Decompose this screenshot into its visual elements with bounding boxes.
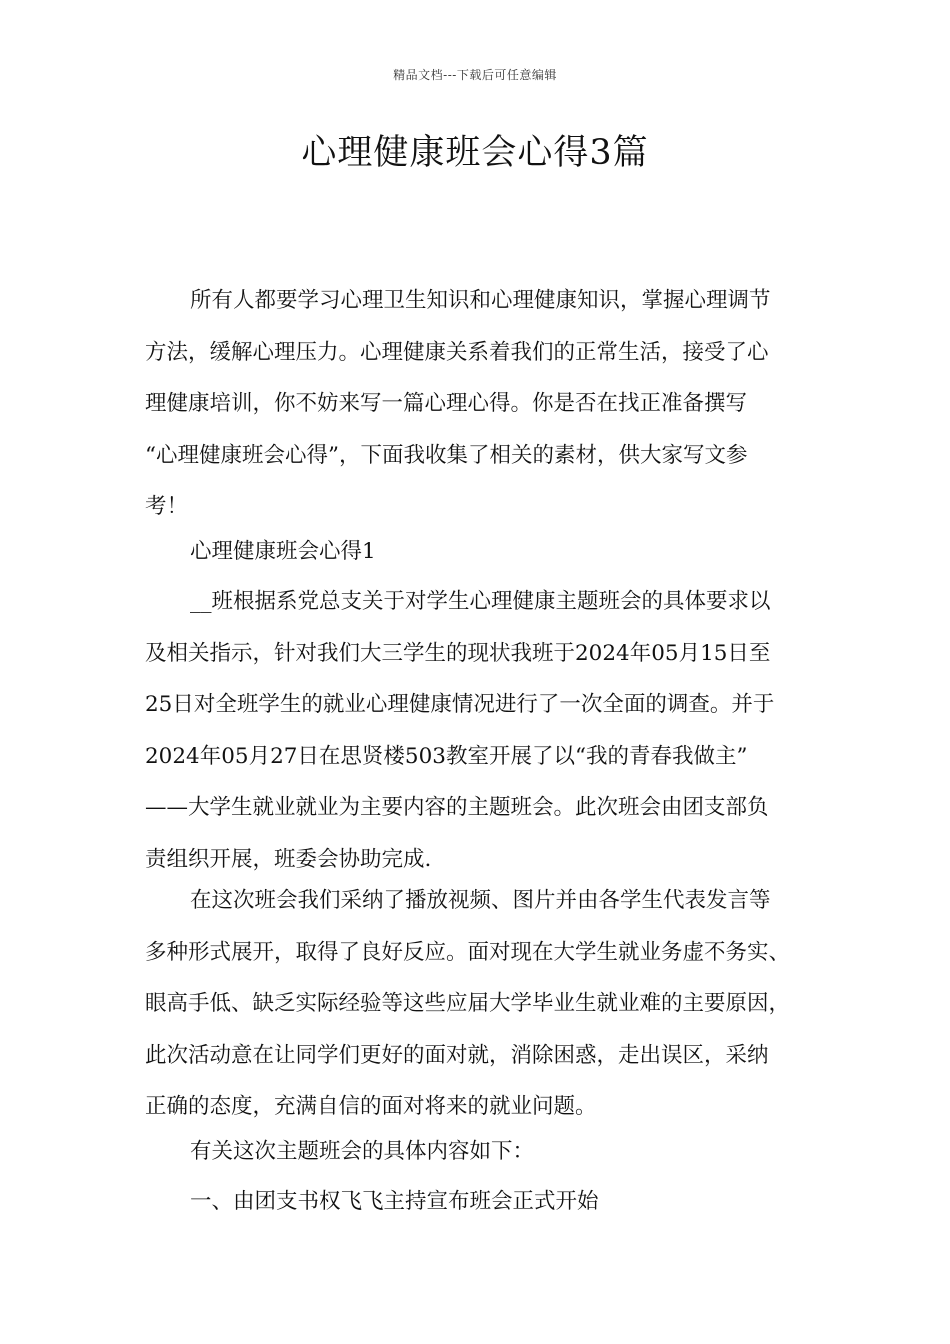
text-line: 及相关指示，针对我们大三学生的现状我班于2024年05月15日至 (145, 640, 771, 666)
text-line: 25日对全班学生的就业心理健康情况进行了一次全面的调查。并于 (145, 692, 775, 717)
body-paragraph (145, 576, 835, 885)
document-title: 心理健康班会心得3篇 (301, 133, 649, 173)
text-line: 2024年05月27日在思贤楼503教室开展了以“我的青春我做主” (145, 743, 748, 769)
text-line: 心理健康班会心得1 (190, 539, 376, 564)
text-line: 考！ (145, 494, 189, 519)
text-line: 多种形式展开，取得了良好反应。面对现在大学生就业务虚不务实、 (145, 939, 791, 965)
text-line: __班根据系党总支关于对学生心理健康主题班会的具体要求以 (190, 589, 771, 614)
list-item (145, 1176, 835, 1228)
text-line: 所有人都要学习心理卫生知识和心理健康知识，掌握心理调节 (190, 288, 771, 313)
body-paragraph (145, 1126, 835, 1178)
text-line: 在这次班会我们采纳了播放视频、图片并由各学生代表发言等 (190, 888, 771, 913)
text-line: 理健康培训，你不妨来写一篇心理心得。你是否在找正准备撰写 (145, 391, 748, 416)
text-line: 眼高手低、缺乏实际经验等这些应届大学毕业生就业难的主要原因， (145, 991, 791, 1016)
intro-paragraph (145, 275, 835, 533)
text-line: 正确的态度，充满自信的面对将来的就业问题。 (145, 1094, 597, 1119)
body-paragraph (145, 875, 835, 1133)
text-line: “心理健康班会心得”，下面我收集了相关的素材，供大家写文参 (145, 442, 748, 468)
text-line: 有关这次主题班会的具体内容如下： (190, 1139, 535, 1164)
text-line: ——大学生就业就业为主要内容的主题班会。此次班会由团支部负 (145, 795, 769, 820)
text-line: 此次活动意在让同学们更好的面对就，消除困惑，走出误区，采纳 (145, 1042, 769, 1068)
text-line: 责组织开展，班委会协助完成. (145, 846, 432, 872)
text-line: 方法，缓解心理压力。心理健康关系着我们的正常生活，接受了心 (145, 339, 769, 365)
header-note: 精品文档---下载后可任意编辑 (393, 68, 557, 82)
text-line: 一、由团支书权飞飞主持宣布班会正式开始 (190, 1189, 599, 1214)
section-heading (145, 526, 835, 578)
